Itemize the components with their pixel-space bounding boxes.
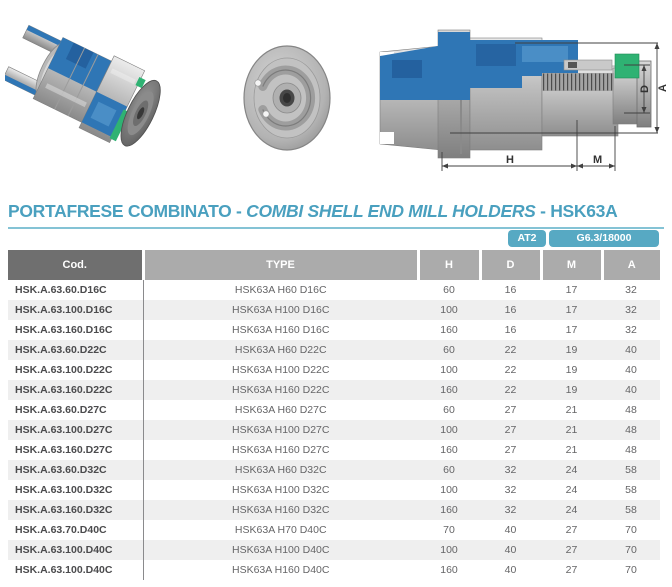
cell-value: 17 (541, 300, 602, 320)
column-header-m: M (541, 250, 602, 280)
holder-side-view (380, 30, 669, 171)
figure-front-view (228, 34, 346, 162)
cell-value: 19 (565, 364, 578, 376)
cell-value: 40 (480, 540, 541, 560)
cell-value: 40 (504, 564, 517, 576)
table-row (8, 320, 660, 340)
cell-value: 19 (541, 380, 602, 400)
cell-value: 160 (440, 444, 458, 456)
cell-type: HSK63A H100 D40C (143, 540, 418, 560)
cell-value: 70 (625, 524, 637, 536)
cutaway-assembly (5, 16, 170, 155)
cell-value: 100 (418, 300, 480, 320)
cell-value: 40 (602, 340, 660, 360)
figure-side-dimensioned (372, 16, 670, 190)
cell-type: HSK63A H160 D22C (143, 380, 418, 400)
cell-value: 100 (418, 420, 480, 440)
cell-value: 21 (565, 444, 578, 456)
cell-type: HSK63A H70 D40C (234, 524, 327, 536)
cell-value: 27 (504, 404, 517, 416)
cell-cod: HSK.A.63.100.D27C (8, 420, 143, 440)
cell-value: 21 (541, 420, 602, 440)
cell-cod: HSK.A.63.100.D40C (8, 540, 143, 560)
cell-value: 160 (440, 564, 458, 576)
cell-value: 48 (602, 420, 660, 440)
cell-value: 27 (541, 540, 602, 560)
cell-type: HSK63A H60 D32C (143, 460, 418, 480)
table-row (8, 500, 660, 520)
cell-value: 160 (418, 500, 480, 520)
cell-cod: HSK.A.63.60.D32C (8, 460, 143, 480)
cell-value: 48 (625, 444, 637, 456)
cell-value: 24 (541, 500, 602, 520)
spec-table-head-row (8, 250, 660, 280)
cell-type: HSK63A H100 D16C (143, 300, 418, 320)
spec-badges (508, 230, 659, 247)
cell-value: 19 (541, 340, 602, 360)
cell-value: 27 (504, 444, 517, 456)
cell-value: 32 (625, 324, 637, 336)
figure-cutaway-isometric (5, 10, 187, 172)
dim-label-a: A (657, 84, 669, 92)
cell-value: 17 (565, 284, 578, 296)
cell-value: 16 (480, 300, 541, 320)
dim-label-h: H (506, 154, 514, 166)
cell-value: 32 (504, 484, 517, 496)
cell-value: 32 (480, 460, 541, 480)
table-row (8, 340, 660, 360)
column-header-type: TYPE (143, 250, 418, 280)
cell-value: 60 (418, 340, 480, 360)
cell-type: HSK63A H160 D32C (143, 500, 418, 520)
cell-type: HSK63A H60 D27C (234, 404, 327, 416)
cell-cod: HSK.A.63.160.D22C (8, 380, 143, 400)
cell-value: 60 (443, 404, 455, 416)
table-row (8, 520, 660, 540)
cell-type: HSK63A H60 D16C (234, 284, 327, 296)
cell-value: 21 (565, 404, 578, 416)
cell-value: 22 (480, 380, 541, 400)
cell-cod: HSK.A.63.100.D32C (8, 480, 143, 500)
cell-value: 22 (480, 340, 541, 360)
column-header-d: D (480, 250, 541, 280)
title-italian: PORTAFRESE COMBINATO (8, 201, 232, 221)
cell-value: 27 (565, 564, 578, 576)
cell-value: 16 (504, 324, 517, 336)
cell-type: HSK63A H60 D22C (143, 340, 418, 360)
table-row (8, 360, 660, 380)
cell-type: HSK63A H160 D40C (232, 564, 330, 576)
table-row (8, 540, 660, 560)
cell-type: HSK63A H160 D27C (232, 444, 330, 456)
cell-value: 58 (625, 484, 637, 496)
cell-cod: HSK.A.63.160.D16C (8, 320, 143, 340)
column-header-a: A (602, 250, 660, 280)
cell-cod: HSK.A.63.100.D22C (8, 360, 143, 380)
cell-type: HSK63A H100 D27C (143, 420, 418, 440)
cell-value: 24 (541, 460, 602, 480)
cell-value: 60 (443, 284, 455, 296)
cell-value: 60 (418, 460, 480, 480)
cell-value: 48 (625, 404, 637, 416)
cell-cod: HSK.A.63.100.D16C (8, 300, 143, 320)
cell-type: HSK63A H100 D32C (232, 484, 330, 496)
dim-label-d: D (639, 85, 651, 93)
cell-value: 32 (480, 500, 541, 520)
table-row (8, 400, 660, 420)
column-header-cod: Cod. (8, 250, 143, 280)
cell-value: 27 (480, 420, 541, 440)
badge-tolerance: AT2 (508, 230, 546, 247)
cell-value: 32 (602, 300, 660, 320)
bolt-hole (255, 80, 261, 86)
cell-cod: HSK.A.63.160.D27C (8, 440, 143, 460)
table-row (8, 440, 660, 460)
badge-balancing: G6.3/18000 (549, 230, 659, 247)
cell-value: 100 (418, 540, 480, 560)
cell-value: 160 (418, 380, 480, 400)
cell-type: HSK63A H160 D16C (232, 324, 330, 336)
table-row (8, 380, 660, 400)
cell-value: 40 (504, 524, 517, 536)
table-row (8, 560, 660, 580)
cell-cod: HSK.A.63.60.D27C (8, 400, 143, 420)
cell-value: 22 (504, 364, 517, 376)
cell-value: 32 (625, 284, 637, 296)
cell-cod: HSK.A.63.70.D40C (8, 520, 143, 540)
cell-type: HSK63A H100 D22C (232, 364, 330, 376)
cell-cod: HSK.A.63.160.D32C (8, 500, 143, 520)
flange-front (244, 46, 330, 150)
cell-value: 58 (602, 460, 660, 480)
cell-value: 40 (625, 364, 637, 376)
title-underline (8, 227, 664, 229)
cell-value: 100 (440, 484, 458, 496)
page-title: PORTAFRESE COMBINATO - COMBI SHELL END MILL HOLDERS - HSK63A (8, 201, 618, 221)
table-row (8, 420, 660, 440)
dim-label-m: M (593, 154, 603, 166)
cell-value: 27 (565, 524, 578, 536)
cell-value: 100 (440, 364, 458, 376)
cell-cod: HSK.A.63.60.D22C (8, 340, 143, 360)
cell-value: 16 (504, 284, 517, 296)
cell-value: 17 (565, 324, 578, 336)
cell-value: 40 (602, 380, 660, 400)
column-header-h: H (418, 250, 480, 280)
cell-value: 24 (565, 484, 578, 496)
table-row (8, 480, 660, 500)
spec-table (8, 250, 660, 580)
cell-cod: HSK.A.63.100.D40C (8, 560, 143, 580)
cell-value: 160 (440, 324, 458, 336)
title-series: HSK63A (550, 201, 618, 221)
spec-table-body (8, 280, 660, 580)
cell-value: 70 (602, 540, 660, 560)
table-row (8, 460, 660, 480)
table-row (8, 280, 660, 300)
bolt-hole (263, 111, 269, 117)
cell-value: 58 (602, 500, 660, 520)
cell-value: 70 (443, 524, 455, 536)
cell-cod: HSK.A.63.60.D16C (8, 280, 143, 300)
title-english: COMBI SHELL END MILL HOLDERS (246, 201, 536, 221)
table-row (8, 300, 660, 320)
cell-value: 70 (625, 564, 637, 576)
